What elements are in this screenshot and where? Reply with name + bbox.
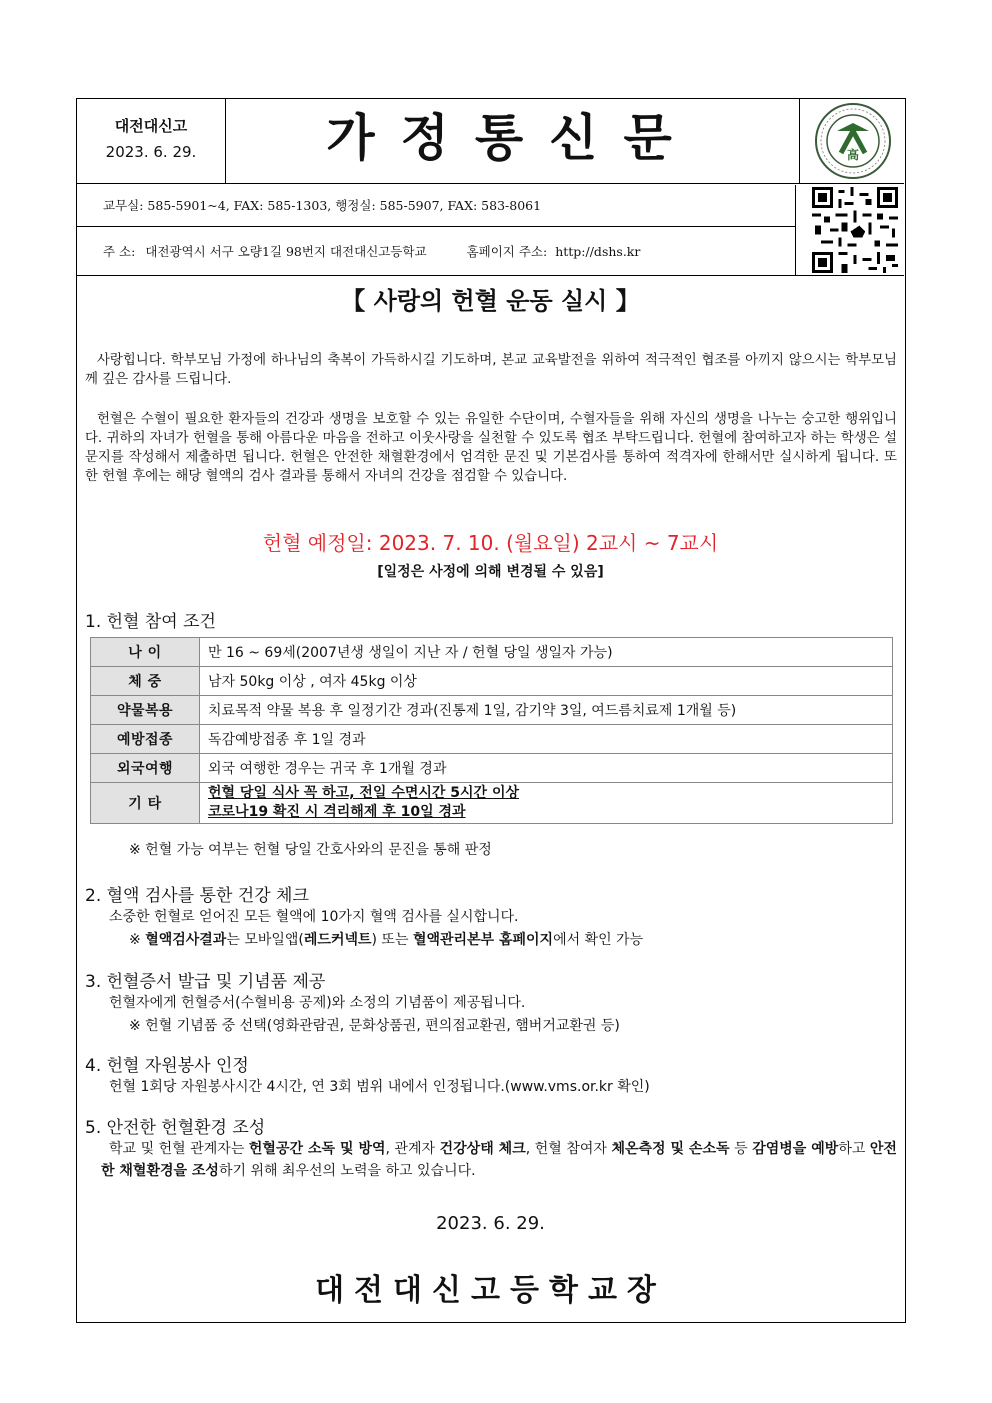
header: [77, 99, 904, 184]
s5-text: , 관계자: [385, 1141, 440, 1157]
etc-line-1: 헌혈 당일 식사 꼭 하고, 전일 수면시간 5시간 이상: [208, 785, 520, 801]
signer: 대전대신고등학교장: [315, 1273, 666, 1308]
s5-text: , 헌혈 참여자: [525, 1141, 612, 1157]
row-value: 외국 여행한 경우는 귀국 후 1개월 경과: [200, 754, 893, 783]
s5-bold: 건강상태 체크: [439, 1141, 526, 1157]
row-label: 기 타: [91, 783, 200, 824]
s5-bold: 헌혈공간 소독 및 방역: [248, 1141, 386, 1157]
note-bold-2: 레드커넥트: [303, 932, 372, 948]
note-mark: ※: [129, 932, 146, 948]
section-1-note: ※ 헌혈 가능 여부는 헌혈 당일 간호사와의 문진을 통해 판정: [129, 842, 492, 858]
section-5-title: 5. 안전한 헌혈환경 조성: [85, 1118, 266, 1138]
logo-char: 高: [846, 148, 860, 162]
s5-text: 학교 및 헌혈 관계자는: [109, 1141, 249, 1157]
issue-date: 2023. 6. 29.: [105, 143, 197, 161]
homepage-label: 홈페이지 주소:: [466, 244, 548, 259]
note-bold-1: 혈액검사결과: [145, 932, 227, 948]
s5-bold: 안전한 채혈환경을 조성: [101, 1141, 897, 1179]
intro-paragraph: 사랑힙니다. 학부모님 가정에 하나님의 축복이 가득하시길 기도하며, 본교 교육발전을 위하여 적극적인 협조를 아끼지 않으시는 학부모님께 깊은 감사를 드립니다.: [85, 353, 897, 387]
notice-frame: [76, 98, 906, 1323]
section-2-body: 소중한 헌혈로 얻어진 모든 혈액에 10가지 혈액 검사를 실시합니다.: [109, 909, 519, 925]
s5-bold: 체온측정 및 손소독: [611, 1141, 730, 1157]
note-text-3: 에서 확인 가능: [553, 932, 644, 948]
page-title: 가정통신문: [326, 109, 698, 167]
row-label: 예방접종: [91, 725, 200, 754]
sign-date: 2023. 6. 29.: [436, 1213, 545, 1234]
qr-code-icon[interactable]: [810, 187, 900, 273]
note-text-1: 는 모바일앱(: [226, 932, 304, 948]
section-3-body: 헌혈자에게 헌혈증서(수혈비용 공제)와 소정의 기념품이 제공됩니다.: [109, 995, 526, 1011]
address: 대전광역시 서구 오량1길 98번지 대전대신고등학교: [145, 244, 427, 259]
section-3-title: 3. 헌혈증서 발급 및 기념품 제공: [85, 972, 326, 992]
qr-box: [795, 185, 905, 275]
header-divider: [77, 275, 904, 276]
logo-box: [799, 99, 905, 183]
section-1-title: 1. 헌혈 참여 조건: [85, 612, 216, 632]
address-label: 주 소:: [103, 244, 136, 259]
school-name: 대전대신고: [114, 117, 188, 135]
school-info: [77, 99, 226, 183]
row-value: 만 16 ~ 69세(2007년생 생일이 지난 자 / 헌혈 당일 생일자 가능): [200, 638, 893, 667]
schedule-date: 헌혈 예정일: 2023. 7. 10. (월요일) 2교시 ~ 7교시: [262, 531, 719, 555]
row-value: 독감예방접종 후 1일 경과: [200, 725, 893, 754]
row-label: 나 이: [91, 638, 200, 667]
condition-table: [90, 637, 893, 824]
row-value: 남자 50kg 이상 , 여자 45kg 이상: [200, 667, 893, 696]
s5-bold: 감염병을 예방: [752, 1141, 839, 1157]
schedule-note: [일정은 사정에 의해 변경될 수 있음]: [377, 564, 604, 580]
school-logo-icon: [807, 101, 899, 181]
table-row: [91, 667, 893, 696]
note-text-2: ) 또는: [371, 932, 413, 948]
contact-phone-line: 교무실: 585-5901~4, FAX: 585-1303, 행정실: 585-5907, FAX: 583-8061: [77, 185, 795, 227]
etc-line-2: 코로나19 확진 시 격리해제 후 10일 경과: [208, 804, 466, 820]
table-row: [91, 783, 893, 824]
section-3-note: ※ 헌혈 기념품 중 선택(영화관람권, 문화상품권, 편의점교환권, 햄버거교환권 등): [129, 1018, 620, 1034]
section-2-title: 2. 혈액 검사를 통한 건강 체크: [85, 886, 309, 906]
row-value: 치료목적 약물 복용 후 일정기간 경과(진통제 1일, 감기약 3일, 여드름치료제 1개월 등): [200, 696, 893, 725]
s5-text: 등: [729, 1141, 753, 1157]
contact-address-line: [77, 229, 795, 275]
headline: 【 사랑의 헌혈 운동 실시 】: [341, 287, 640, 315]
s5-text: 하기 위해 최우선의 노력을 하고 있습니다.: [218, 1163, 476, 1179]
body-paragraph: 헌혈은 수혈이 필요한 환자들의 건강과 생명을 보호할 수 있는 유일한 수단이며, 수혈자들을 위해 자신의 생명을 나누는 숭고한 행위입니다. 귀하의 자녀가 헌혈을 통해 아름다운 마음을 전하고 이웃사랑을 실천할 수 있도록 협조 부탁드립니다. 헌혈에 참여하고자 하는 학생은 설문지를 작성해서 제출하면 됩니다. 헌혈은 안전한 채혈환경에서 엄격한 문진 및 기본검사를 통하여 적격자에 한해서만 실시하게 됩니다. 또한 헌혈 후에는 해당 혈액의 검사 결과를 통해서 자녀의 건강을 점검할 수 있습니다.: [85, 412, 897, 484]
table-row: [91, 725, 893, 754]
s5-text: 하고: [838, 1141, 870, 1157]
note-bold-3: 혈액관리본부 홈페이지: [412, 932, 554, 948]
table-row: [91, 638, 893, 667]
section-4-body: 헌혈 1회당 자원봉사시간 4시간, 연 3회 범위 내에서 인정됩니다.(www.vms.or.kr 확인): [109, 1079, 650, 1095]
table-row: [91, 696, 893, 725]
section-2-note: [129, 929, 643, 949]
row-label: 약물복용: [91, 696, 200, 725]
row-label: 체 중: [91, 667, 200, 696]
table-row: [91, 754, 893, 783]
homepage-link[interactable]: http://dshs.kr: [555, 244, 641, 259]
row-value: [200, 783, 893, 824]
section-4-title: 4. 헌혈 자원봉사 인정: [85, 1056, 249, 1076]
section-5-body: [101, 1138, 897, 1182]
row-label: 외국여행: [91, 754, 200, 783]
